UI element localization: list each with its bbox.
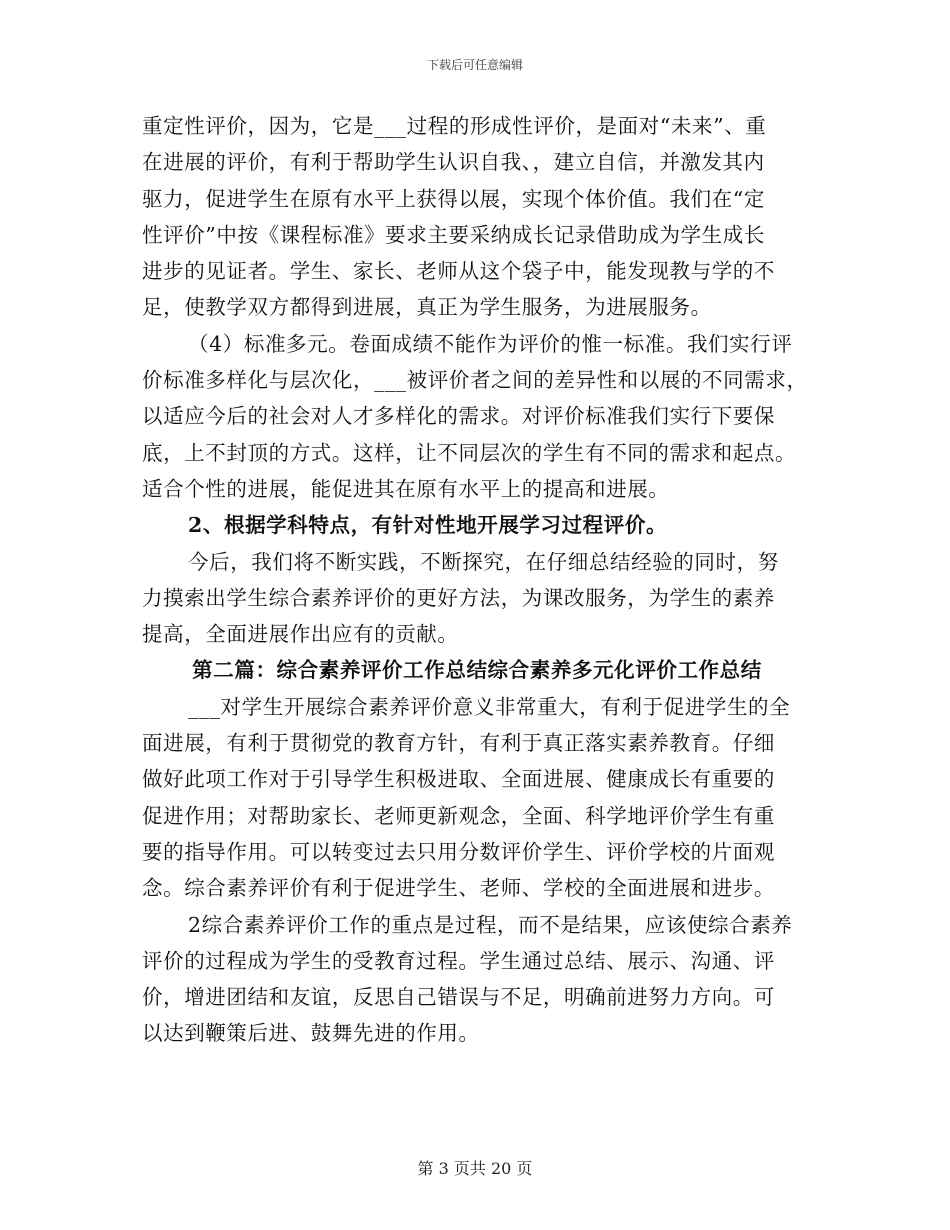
- paragraph-line: 要的指导作用。可以转变过去只用分数评价学生、评价学校的片面观: [142, 839, 775, 864]
- paragraph-line: 力摸索出学生综合素养评价的更好方法，为课改服务，为学生的素养: [142, 585, 775, 610]
- page-header: 下载后可任意编辑: [426, 58, 523, 72]
- paragraph-line: 评价的过程成为学生的受教育过程。学生通过总结、展示、沟通、评: [142, 948, 775, 973]
- chapter-title: 第二篇：综合素养评价工作总结综合素养多元化评价工作总结: [192, 658, 762, 683]
- paragraph-line: 2综合素养评价工作的重点是过程，而不是结果，应该使综合素养: [188, 912, 793, 937]
- paragraph-line: 价，增进团结和友谊，反思自己错误与不足，明确前进努力方向。可: [142, 985, 775, 1010]
- paragraph-line: 提高，全面进展作出应有的贡献。: [142, 622, 459, 647]
- paragraph-line: 足，使教学双方都得到进展，真正为学生服务，为进展服务。: [142, 295, 712, 320]
- paragraph-line: 底，上不封顶的方式。这样，让不同层次的学生有不同的需求和起点。: [142, 440, 797, 465]
- paragraph-line: 驱力，促进学生在原有水平上获得以展，实现个体价值。我们在“定: [142, 186, 765, 211]
- paragraph-line: 性评价”中按《课程标准》要求主要采纳成长记录借助成为学生成长: [142, 222, 765, 247]
- section-heading: 2、根据学科特点，有针对性地开展学习过程评价。: [188, 513, 668, 538]
- paragraph-line: 做好此项工作对于引导学生积极进取、全面进展、健康成长有重要的: [142, 767, 775, 792]
- paragraph-line: 以适应今后的社会对人才多样化的需求。对评价标准我们实行下要保: [142, 404, 775, 429]
- paragraph-line: 今后，我们将不断实践，不断探究，在仔细总结经验的同时，努: [188, 549, 779, 574]
- paragraph-line: 进步的见证者。学生、家长、老师从这个袋子中，能发现教与学的不: [142, 259, 775, 284]
- paragraph-line: 以达到鞭策后进、鼓舞先进的作用。: [142, 1021, 480, 1046]
- paragraph-line: 重定性评价，因为，它是___过程的形成性评价，是面对“未来”、重: [142, 114, 767, 138]
- document-body: [142, 108, 812, 1052]
- paragraph-line: ___对学生开展综合素养评价意义非常重大，有利于促进学生的全: [188, 694, 791, 719]
- paragraph-line: 促进作用；对帮助家长、老师更新观念，全面、科学地评价学生有重: [142, 803, 775, 828]
- paragraph-line: 面进展，有利于贯彻党的教育方针，有利于真正落实素养教育。仔细: [142, 731, 775, 756]
- page-number: 第 3 页共 20 页: [417, 1159, 533, 1178]
- paragraph-line: 念。综合素养评价有利于促进学生、老师、学校的全面进展和进步。: [142, 876, 775, 901]
- paragraph-line: 价标准多样化与层次化，___被评价者之间的差异性和以展的不同需求，: [142, 368, 808, 393]
- paragraph-line: 在进展的评价，有利于帮助学生认识自我、，建立自信，并激发其内: [142, 150, 765, 175]
- paragraph-line: （4）标准多元。卷面成绩不能作为评价的惟一标准。我们实行评: [188, 331, 793, 356]
- paragraph-line: 适合个性的进展，能促进其在原有水平上的提高和进展。: [142, 476, 670, 501]
